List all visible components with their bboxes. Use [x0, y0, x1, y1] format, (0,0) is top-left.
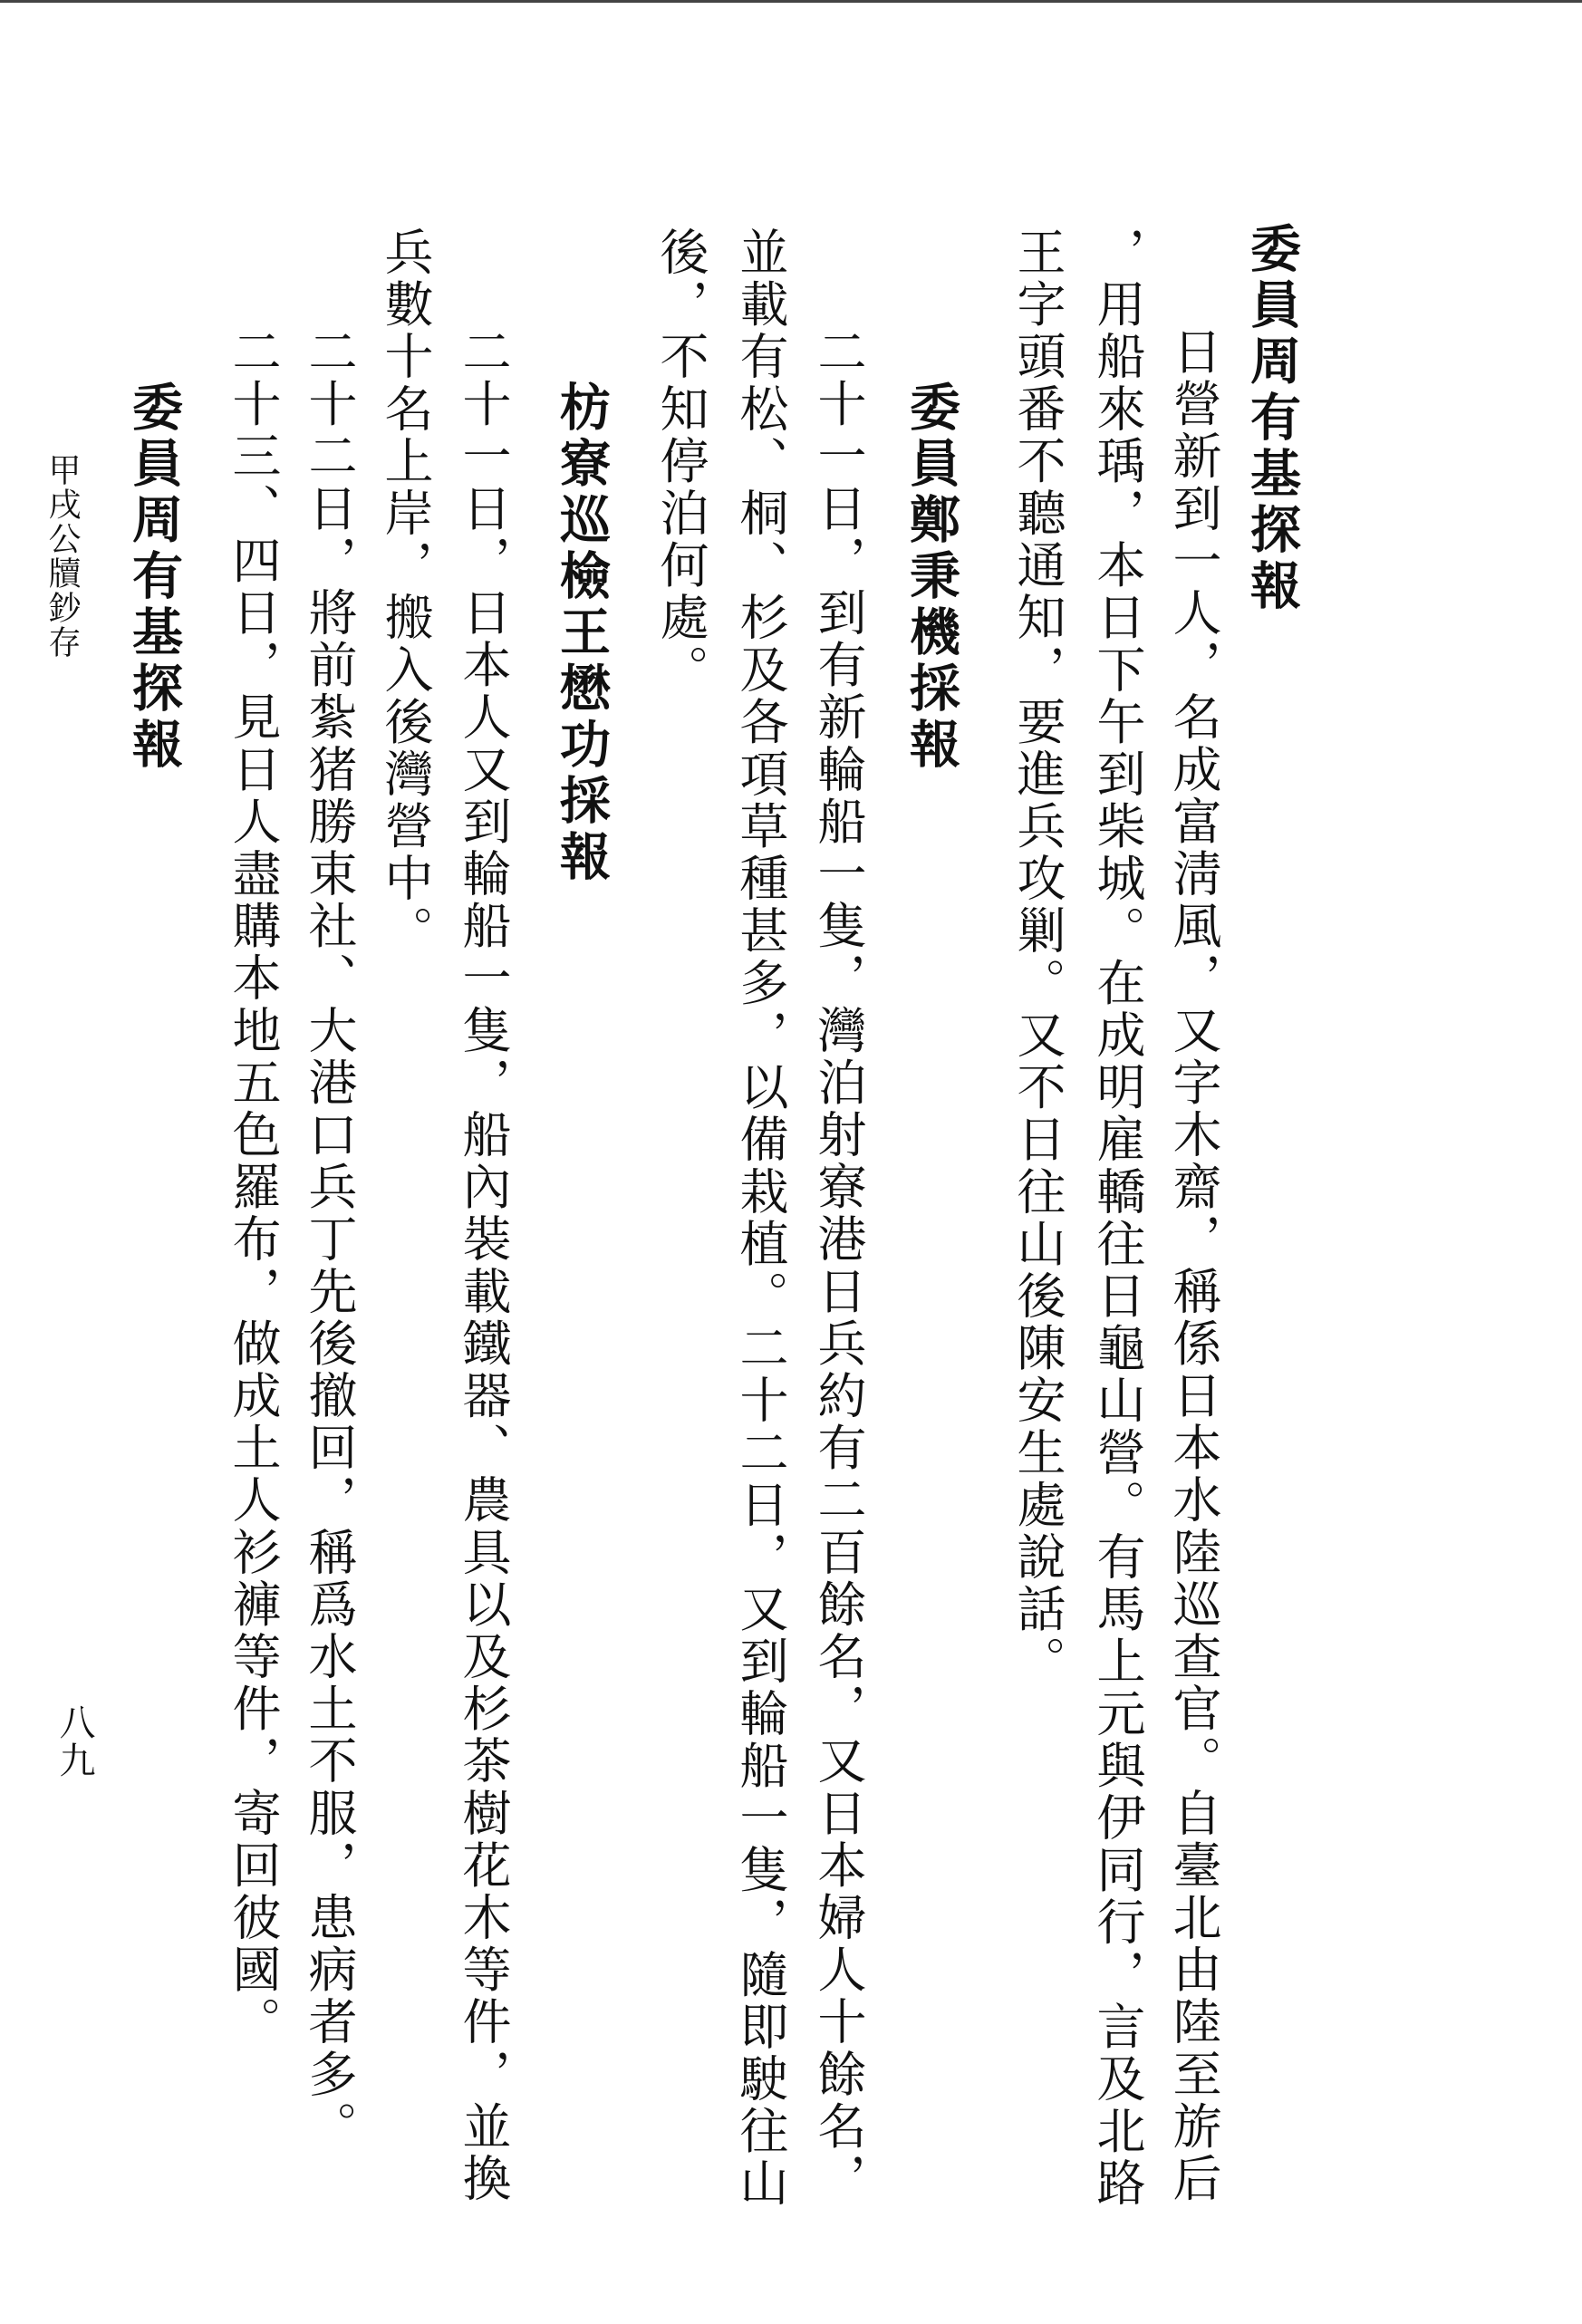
section-heading-1: 委員周有基探報	[1242, 222, 1302, 615]
section-heading-4: 委員周有基探報	[124, 381, 184, 774]
top-border-line	[0, 0, 1582, 3]
text-line-9: 二十二日，將前紮猪勝束社、大港口兵丁先後撤回，稱爲水土不服，患病者多。	[301, 326, 358, 2153]
text-line-7: 二十一日，日本人又到輪船一隻，船內裝載鐵器、農具以及杉茶樹花木等件，並換	[455, 326, 512, 2205]
section-heading-3: 枋寮巡檢王懋功採報	[552, 381, 612, 886]
section-heading-2: 委員鄭秉機採報	[902, 381, 961, 774]
text-line-2: ，用船來瑀，本日下午到柴城。在成明雇轎往日龜山營。有馬上元與伊同行，言及北路	[1089, 227, 1146, 2210]
text-line-5: 並載有松、桐、杉及各項草種甚多，以備栽植。二十二日，又到輪船一隻，隨即駛往山	[732, 227, 789, 2210]
text-line-3: 王字頭番不聽通知，要進兵攻剿。又不日往山後陳安生處說話。	[1009, 227, 1066, 1688]
text-line-8: 兵數十名上岸，搬入後灣營中。	[377, 227, 434, 958]
page-number: 八九	[53, 1703, 95, 1779]
text-line-6: 後，不知停泊何處。	[652, 227, 709, 697]
text-line-1: 日營新到一人，名成富淸風，又字木齋，稱係日本水陸巡查官。自臺北由陸至旂后	[1165, 326, 1222, 2205]
text-line-10: 二十三、四日，見日人盡購本地五色羅布，做成土人衫褲等件，寄回彼國。	[225, 326, 282, 2049]
book-title: 甲戌公牘鈔存	[43, 453, 81, 660]
text-line-4: 二十一日，到有新輪船一隻，灣泊射寮港日兵約有二百餘名，又日本婦人十餘名，	[810, 326, 867, 2205]
